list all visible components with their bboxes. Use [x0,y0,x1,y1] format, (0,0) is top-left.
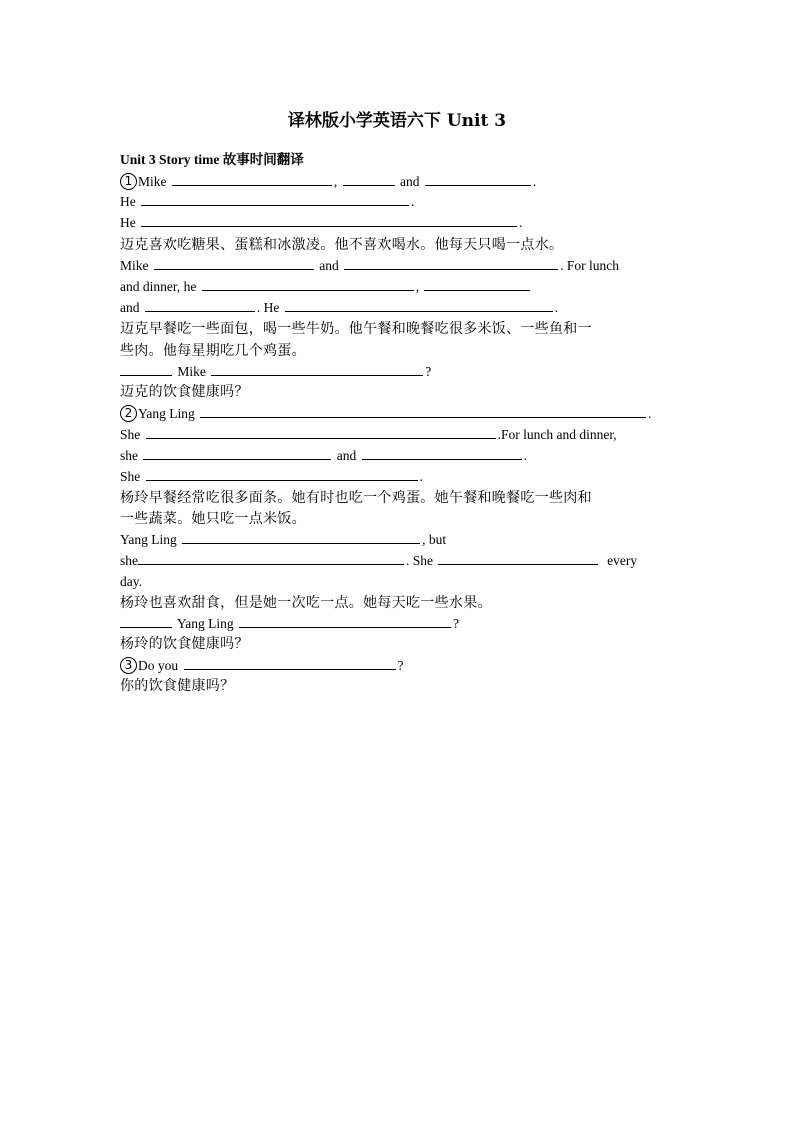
fill-blank[interactable] [141,213,517,227]
s1-chinese-4: 迈克的饮食健康吗？ [120,384,249,400]
s1-l2-a: He [120,194,136,209]
s2-chinese-1: 杨玲早餐经常吃很多面条。她有时也吃一个鸡蛋。她午餐和晚餐吃一些肉和 [120,490,592,506]
s1-l5-a: and dinner, he [120,279,197,294]
s1-l1-d: . [532,174,537,189]
fill-blank[interactable] [438,551,598,565]
s1-line-6 [120,298,680,318]
s3-l1-b: ? [397,658,404,673]
s1-l3-b: . [519,215,523,230]
s2-l3-a: she [120,448,138,463]
s2-line-6 [120,551,680,571]
s1-l3-a: He [120,215,136,230]
s2-l8-b: ? [453,616,460,631]
s2-l2-a: She [120,427,141,442]
fill-blank[interactable] [154,256,314,270]
s1-l7-a: Mike [177,364,206,379]
s2-line-2 [120,425,680,445]
fill-blank[interactable] [120,362,172,376]
fill-blank[interactable] [120,614,172,628]
s2-l6-b: . She [406,553,433,568]
s2-line-3 [120,446,680,466]
fill-blank[interactable] [141,192,409,206]
s3-line-1 [120,656,680,676]
s2-chinese-2: 一些蔬菜。她只吃一点米饭。 [120,511,306,527]
fill-blank[interactable] [200,404,646,418]
s1-l4-a: Mike [120,258,149,273]
fill-blank[interactable] [239,614,451,628]
s2-l1-b: . [648,406,652,421]
s2-line-1 [120,404,680,424]
s1-l6-a: and [120,300,140,315]
s2-line-4 [120,467,680,487]
s1-chinese-1: 迈克喜欢吃糖果、蛋糕和冰激凌。他不喜欢喝水。他每天只喝一点水。 [120,237,564,253]
s2-l5-a: Yang Ling [120,532,177,547]
s2-l4-b: . [419,469,423,484]
s3-l1-a: Do you [138,658,179,673]
s1-line-7 [120,362,680,382]
fill-blank[interactable] [343,172,395,186]
s2-l4-a: She [120,469,141,484]
fill-blank[interactable] [285,298,553,312]
s1-l6-c: . [554,300,559,315]
fill-blank[interactable] [138,551,404,565]
s1-line-1 [120,172,680,192]
s2-line-7 [120,572,680,592]
s1-l4-b: and [319,258,339,273]
s2-l7-a: day. [120,574,142,589]
s1-l4-c: . For lunch [560,258,619,273]
s1-line-4 [120,256,680,276]
page-title: 译林版小学英语六下 Unit 3 [287,111,507,131]
s2-l2-b: .For lunch and dinner, [497,427,617,442]
s2-chinese-4: 杨玲的饮食健康吗？ [120,636,249,652]
s1-line-2 [120,192,680,212]
fill-blank[interactable] [184,656,396,670]
circled-number-1: 1 [120,173,137,190]
s1-l5-b: , [415,279,420,294]
s3-chinese-1: 你的饮食健康吗？ [120,678,235,694]
fill-blank[interactable] [146,467,418,481]
s2-l6-c: every [607,553,638,568]
s2-line-8 [120,614,680,634]
s1-l7-b: ? [425,364,432,379]
s1-line-3 [120,213,680,233]
s2-chinese-3: 杨玲也喜欢甜食，但是她一次吃一点。她每天吃一些水果。 [120,595,492,611]
s1-l2-b: . [411,194,415,209]
s1-l1-a: Mike [138,174,167,189]
fill-blank[interactable] [202,277,414,291]
s2-l3-b: and [336,448,357,463]
fill-blank[interactable] [143,446,331,460]
section-subtitle: Unit 3 Story time 故事时间翻译 [120,152,304,167]
s2-l3-c: . [523,448,527,463]
circled-number-3: 3 [120,657,137,674]
s1-l6-b: . He [256,300,280,315]
circled-number-2: 2 [120,405,137,422]
s1-line-5 [120,277,680,297]
fill-blank[interactable] [146,425,496,439]
s1-l1-c: and [400,174,420,189]
s2-l1-a: Yang Ling [138,406,195,421]
s2-line-5 [120,530,680,550]
s1-l1-b: , [333,174,338,189]
s2-l5-b: , but [422,532,447,547]
s2-l6-a: she [120,553,138,568]
s1-chinese-3: 些肉。他每星期吃几个鸡蛋。 [120,343,306,359]
fill-blank[interactable] [362,446,522,460]
fill-blank[interactable] [182,530,420,544]
s1-chinese-2: 迈克早餐吃一些面包，喝一些牛奶。他午餐和晚餐吃很多米饭、一些鱼和一 [120,321,592,337]
fill-blank[interactable] [211,362,423,376]
fill-blank[interactable] [145,298,255,312]
fill-blank[interactable] [425,172,531,186]
fill-blank[interactable] [424,277,530,291]
fill-blank[interactable] [344,256,558,270]
fill-blank[interactable] [172,172,332,186]
s2-l8-a: Yang Ling [176,616,234,631]
